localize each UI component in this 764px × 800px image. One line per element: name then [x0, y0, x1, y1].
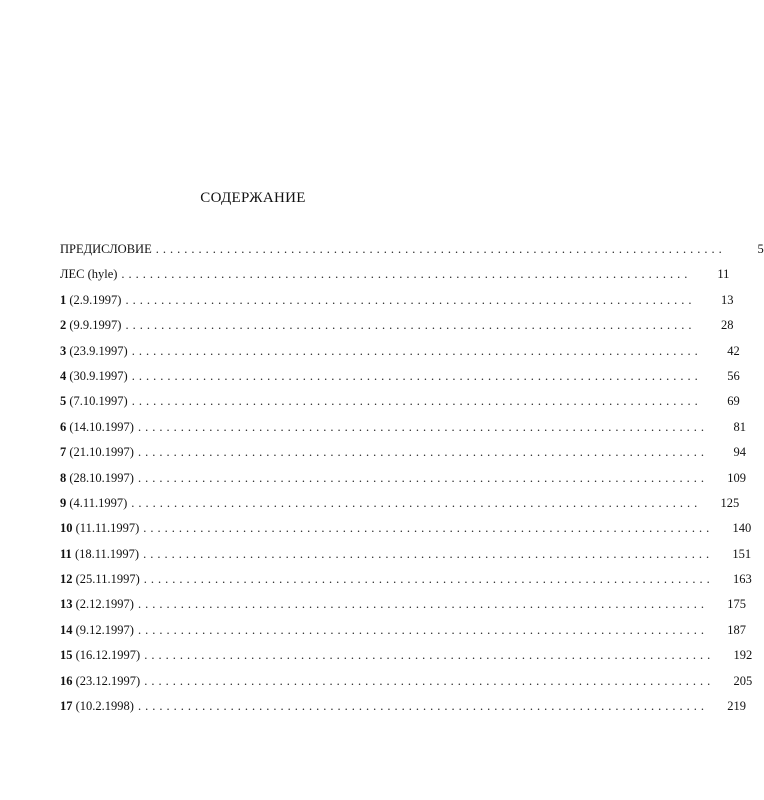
- toc-entry-label: [60, 699, 134, 714]
- toc-entry[interactable]: [60, 267, 730, 292]
- toc-entry-number: 3: [60, 343, 67, 358]
- toc-entry[interactable]: [60, 546, 752, 572]
- dot-leader: ................................................................................: [143, 546, 714, 561]
- toc-entry[interactable]: [60, 419, 746, 445]
- toc-entry-label: [60, 572, 140, 587]
- toc-entry[interactable]: [60, 394, 740, 419]
- toc-page-number: 192: [733, 648, 753, 663]
- dot-leader: ................................................................................: [121, 267, 692, 282]
- toc-page-number: 187: [727, 622, 746, 637]
- dot-leader: ................................................................................: [137, 699, 708, 714]
- toc-entry-label: [60, 242, 152, 257]
- toc-entry-title: (9.9.1997): [66, 318, 122, 333]
- toc-entry[interactable]: [60, 622, 746, 648]
- toc-page-number: 109: [727, 470, 746, 485]
- toc-entry-number: 5: [60, 394, 67, 409]
- dot-leader: ................................................................................: [137, 419, 708, 434]
- dot-leader: ................................................................................: [125, 292, 696, 307]
- toc-entry-title: (21.10.1997): [66, 445, 134, 460]
- toc-page-number: 175: [727, 597, 746, 612]
- dot-leader: ................................................................................: [137, 597, 708, 612]
- toc-entry-title: (4.11.1997): [66, 495, 128, 510]
- toc-entry-title: (30.9.1997): [66, 368, 128, 383]
- toc-page-number: 219: [727, 699, 746, 714]
- toc-entry-label: [60, 547, 139, 562]
- toc-entry-label: [60, 496, 127, 511]
- toc-entry-label: [60, 394, 128, 409]
- toc-entry-label: [60, 420, 134, 435]
- toc-page-number: 28: [720, 318, 734, 333]
- dot-leader: ................................................................................: [144, 673, 715, 688]
- toc-entry[interactable]: [60, 597, 746, 622]
- toc-page-number: 56: [727, 368, 740, 383]
- toc-entry-title: ПРЕДИСЛОВИЕ: [60, 242, 152, 256]
- toc-page-number: 125: [720, 495, 740, 510]
- toc-entry[interactable]: [60, 318, 734, 343]
- dot-leader: ................................................................................: [131, 495, 702, 510]
- toc-entry[interactable]: [60, 368, 740, 394]
- toc-page-number: 42: [727, 343, 740, 358]
- toc-entry[interactable]: [60, 495, 740, 521]
- toc-entry-label: [60, 471, 134, 486]
- toc-entry-title: (2.12.1997): [72, 597, 134, 612]
- toc-entry-number: 7: [60, 445, 67, 460]
- toc-page-number: 11: [717, 267, 730, 282]
- dot-leader: ................................................................................: [143, 521, 714, 536]
- toc-entry-label: [60, 344, 128, 359]
- toc-entry[interactable]: [60, 292, 734, 318]
- dot-leader: ................................................................................: [144, 648, 715, 663]
- toc-entry[interactable]: [60, 699, 746, 724]
- toc-entry-number: 15: [60, 648, 73, 663]
- toc-entry-title: (28.10.1997): [66, 470, 134, 485]
- toc-entry[interactable]: [60, 521, 752, 546]
- toc-entry-title: (16.12.1997): [72, 648, 141, 663]
- toc-entry[interactable]: [60, 343, 740, 369]
- toc-entry-label: [60, 318, 121, 333]
- table-of-contents: [60, 242, 764, 724]
- toc-entry-title: (10.2.1998): [72, 699, 134, 714]
- toc-entry-title: (23.12.1997): [72, 673, 141, 688]
- toc-entry-number: 17: [60, 699, 73, 714]
- toc-entry[interactable]: [60, 242, 764, 267]
- dot-leader: ................................................................................: [131, 368, 702, 383]
- toc-page-number: 163: [733, 572, 752, 587]
- dot-leader: ................................................................................: [131, 394, 702, 409]
- toc-page-number: 69: [727, 394, 740, 409]
- toc-entry-number: 13: [60, 597, 73, 612]
- toc-entry-label: [60, 648, 140, 663]
- toc-entry-title: (25.11.1997): [72, 572, 140, 587]
- toc-entry-label: [60, 674, 140, 689]
- dot-leader: ................................................................................: [137, 445, 708, 460]
- toc-page-number: 13: [720, 292, 734, 307]
- toc-entry-title: (14.10.1997): [66, 419, 134, 434]
- toc-entry[interactable]: [60, 470, 746, 496]
- toc-page-number: 205: [733, 673, 753, 688]
- dot-leader: ................................................................................: [131, 343, 702, 358]
- toc-entry-title: (23.9.1997): [66, 343, 128, 358]
- toc-entry-number: 11: [60, 546, 72, 561]
- toc-entry-number: 1: [60, 292, 67, 307]
- toc-entry-title: (18.11.1997): [71, 546, 140, 561]
- toc-entry[interactable]: [60, 673, 753, 699]
- toc-entry-number: 9: [60, 495, 67, 510]
- toc-page-number: 81: [733, 419, 746, 434]
- dot-leader: ................................................................................: [143, 572, 714, 587]
- toc-page-number: 94: [733, 445, 746, 460]
- toc-entry[interactable]: [60, 648, 753, 673]
- dot-leader: ................................................................................: [137, 622, 708, 637]
- toc-entry-title: (9.12.1997): [72, 622, 134, 637]
- toc-entry-title: ЛЕС (hyle): [60, 267, 118, 282]
- toc-entry-label: [60, 597, 134, 612]
- page-title: СОДЕРЖАНИЕ: [200, 190, 306, 206]
- toc-entry-label: [60, 369, 128, 384]
- toc-entry-number: 8: [60, 470, 67, 485]
- toc-entry-label: [60, 521, 139, 536]
- toc-entry-label: [60, 293, 121, 308]
- dot-leader: ................................................................................: [137, 470, 708, 485]
- toc-entry-title: (11.11.1997): [72, 521, 140, 536]
- toc-entry-number: 6: [60, 419, 67, 434]
- toc-page-number: 5: [757, 242, 764, 256]
- dot-leader: ................................................................................: [155, 242, 726, 256]
- toc-entry-number: 2: [60, 318, 67, 333]
- toc-page-number: 151: [732, 546, 752, 561]
- toc-page-number: 140: [732, 521, 752, 536]
- toc-entry-number: 16: [60, 673, 73, 688]
- toc-entry-number: 10: [60, 521, 73, 536]
- toc-entry-title: (2.9.1997): [66, 292, 122, 307]
- toc-entry-label: [60, 267, 117, 282]
- toc-entry[interactable]: [60, 572, 752, 597]
- toc-entry-number: 4: [60, 368, 67, 383]
- toc-entry-number: 12: [60, 572, 73, 587]
- toc-entry[interactable]: [60, 445, 746, 470]
- toc-entry-number: 14: [60, 622, 73, 637]
- toc-entry-label: [60, 623, 134, 638]
- toc-entry-label: [60, 445, 134, 460]
- toc-entry-title: (7.10.1997): [66, 394, 128, 409]
- dot-leader: ................................................................................: [125, 318, 696, 333]
